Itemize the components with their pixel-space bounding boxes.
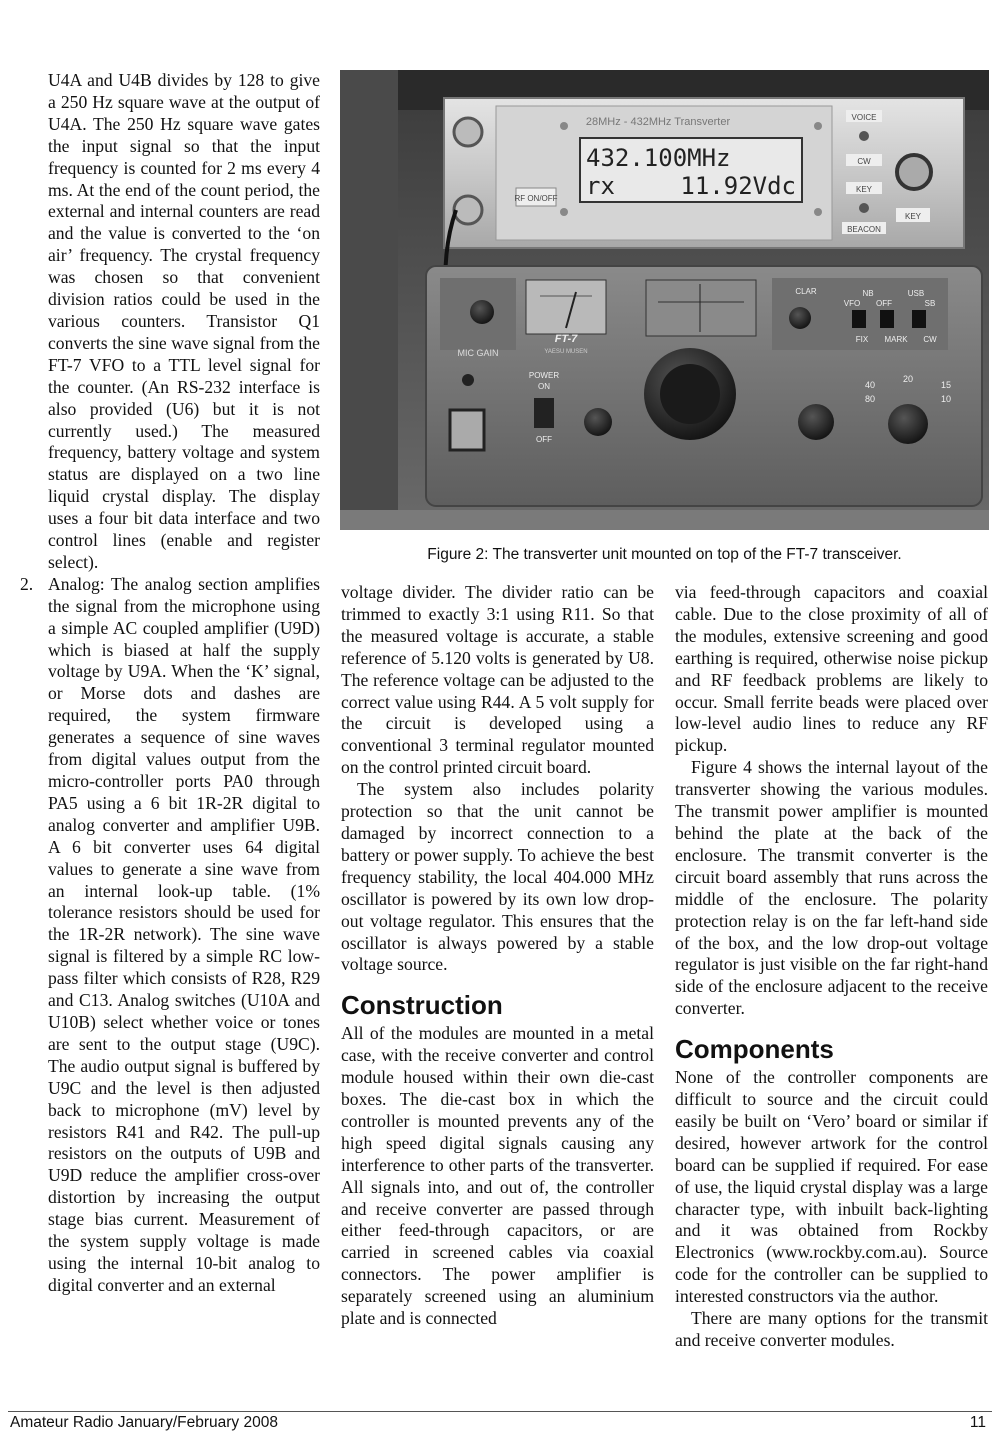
footer-publication: Amateur Radio January/February 2008 (10, 1414, 278, 1431)
key-jack-icon (897, 155, 931, 189)
off-mode-label: OFF (876, 299, 892, 308)
power-switch-icon (534, 398, 554, 428)
col3-paragraph-1: via feed-through capacitors and coaxial cable. Due to the close proximity of all of the modules, extensive screening and good earthing is required, otherwise noise pickup and RF feedback problems are likely to occur. Small ferrite beads were placed over low-level audio lines to reduce any RF pickup. (675, 582, 988, 756)
band-40-label: 40 (864, 380, 876, 390)
mark-label: MARK (884, 335, 908, 344)
list-item-text: Analog: The analog section amplifies the signal from the microphone using a simple AC coupled amplifier (U9D) which is biased at half the supply voltage by U9A. When the ‘K’ signal, or Morse dots and dashes are required, the system firmware generates a sequence of sine waves from digital values output from the micro-controller ports PA0 through PA5 using a 6 bit 1R-2R digital to analog converter and amplifier U9B. A 6 bit converter uses 64 digital values to generate a sine wave from an internal look-up table. (1% tolerance resistors should be used for the 1R-2R network). The sine wave signal is filtered by a simple RC low-pass filter which consists of R28, R29 and C13. Analog switches (U10A and U10B) select whether voice or tones are sent to the output stage (U9C). The audio output signal is buffered by U9C and the level is then adjusted back to microphone (mV) level by resistors R41 and R42. The pull-up resistors on the outputs of U9B and U9D reduce the amplifier cross-over distortion by increasing the output stage bias current. Measurement of the system supply voltage is made using the internal 10-bit analog to digital converter and an external (48, 573, 320, 1295)
key-jack-label: KEY (904, 212, 922, 221)
beacon-label: BEACON (847, 225, 881, 234)
figure-2-photo (340, 70, 989, 530)
column-3 (675, 582, 988, 1352)
bnc-connector-icon (454, 118, 482, 146)
col2-paragraph-3: All of the modules are mounted in a metal case, with the receive converter and control module housed within their own die-cast boxes. The die-cast box in which the controller is mounted prevents any of the high speed digital signals causing any interference to other parts of the transverter. All signals into, and out of, the controller and receive converter are passed through either feed-through capacitors, or are carried in screened cables via coaxial connectors. The power amplifier is separately screened using an aluminium plate and is connected (341, 1023, 654, 1329)
mic-gain-knob-icon (470, 300, 494, 324)
page-number: 11 (969, 1414, 986, 1431)
figure-caption: Figure 2: The transverter unit mounted on top of the FT-7 transceiver. (427, 546, 902, 563)
lcd-line-2-left: rx (586, 172, 615, 200)
brand-label: YAESU MUSEN (544, 349, 588, 355)
construction-heading: Construction (341, 990, 503, 1021)
components-heading: Components (675, 1034, 834, 1065)
band-10-label: 10 (940, 394, 952, 404)
panel-title: 28MHz - 432MHz Transverter (585, 116, 731, 128)
power-off-label: OFF (536, 435, 552, 444)
band-15-label: 15 (940, 380, 952, 390)
fix-label: FIX (855, 335, 869, 344)
drive-knob-icon (584, 408, 612, 436)
band-80-label: 80 (864, 394, 876, 404)
nb-label: NB (862, 289, 874, 298)
usb-label: USB (907, 289, 925, 298)
list-item-number: 2. (20, 573, 34, 594)
list-item-2 (20, 573, 320, 1297)
bnc-connector-icon (454, 196, 482, 224)
lcd-line-2-right: 11.92Vdc (680, 172, 796, 200)
col3-paragraph-3: None of the controller components are difficult to source and the circuit could easily be built on ‘Vero’ board or similar if desired, however artwork for the control board can be supplied if required. For ease of use, the liquid crystal display was a large character type, with inbuilt back-lighting and it was obtained from Rockby Electronics (www.rockby.com.au). Source code for the controller can be supplied to interested constructors via the author. (675, 1067, 988, 1307)
toggle-switch-icon (859, 131, 869, 141)
vfo-label: VFO (843, 299, 861, 308)
model-label: FT-7 (554, 333, 578, 345)
column-2 (341, 582, 654, 1330)
band-switch-knob-icon (888, 404, 928, 444)
lcd-line-1: 432.100MHz (586, 144, 731, 172)
rf-on-off-label: RF ON/OFF (514, 194, 558, 203)
clar-knob-icon (789, 307, 811, 329)
power-on-label: ON (538, 382, 550, 391)
sb-label: SB (924, 299, 936, 308)
voice-label: VOICE (851, 113, 877, 122)
footer-divider (8, 1411, 992, 1412)
col2-paragraph-2: The system also includes polarity protection so that the unit cannot be damaged by incorrect connection to a battery or power supply. To achieve the best frequency stability, the local 404.000 MHz oscillator is powered by its own low drop-out voltage regulator. This ensures that the oscillator is always powered by a stable voltage source. (341, 779, 654, 975)
tune-knob-icon (798, 404, 834, 440)
col3-paragraph-2: Figure 4 shows the internal layout of the transverter showing the various modules. The transmit power amplifier is mounted behind the plate at the back of the enclosure. The transmit converter is the circuit board assembly that runs across the middle of the enclosure. The polarity protection relay is on the far left-hand side of the box, and the low drop-out voltage regulator is just visible on the far right-hand side of the enclosure adjacent to the receive converter. (675, 757, 988, 1019)
band-20-label: 20 (902, 374, 914, 384)
col2-paragraph-1: voltage divider. The divider ratio can be trimmed to exactly 3:1 using R11. So that the measured voltage is accurate, a stable reference of 5.120 volts is generated by U8. The reference voltage can be adjusted to the correct value using R44. A 5 volt supply for the circuit is developed using a conventional 3 terminal regulator mounted on the control printed circuit board. (341, 582, 654, 778)
col3-paragraph-4: There are many options for the transmit and receive converter modules. (675, 1308, 988, 1350)
antenna-socket-icon (450, 410, 484, 450)
column-1 (20, 70, 320, 1297)
transverter-photo-illustration (340, 70, 989, 530)
toggle-switch-icon (859, 203, 869, 213)
col1-paragraph-1: U4A and U4B divides by 128 to give a 250 Hz square wave at the output of U4A. The 250 Hz square wave gates the input signal so that the input frequency is counted for 2 ms every 4 ms. At the end of the count period, the external and internal counters are read and the value is converted to the ‘on air’ frequency. The crystal frequency was chosen so that convenient division ratios could be used in the various counters. Transistor Q1 converts the sine wave signal from the FT-7 VFO to a TTL level signal for the counter. (An RS-232 interface is also provided (U6) but it is not currently used.) The measured frequency, battery voltage and system status are displayed on a two line liquid crystal display. The display uses a four bit data interface and two control lines (enable and register select). (48, 70, 320, 572)
clar-label: CLAR (795, 287, 817, 296)
mic-gain-label: MIC GAIN (457, 348, 499, 358)
key-label: KEY (855, 185, 873, 194)
cw-label: CW (857, 157, 871, 166)
power-label: POWER (528, 371, 560, 380)
cw-mode-label: CW (923, 335, 937, 344)
